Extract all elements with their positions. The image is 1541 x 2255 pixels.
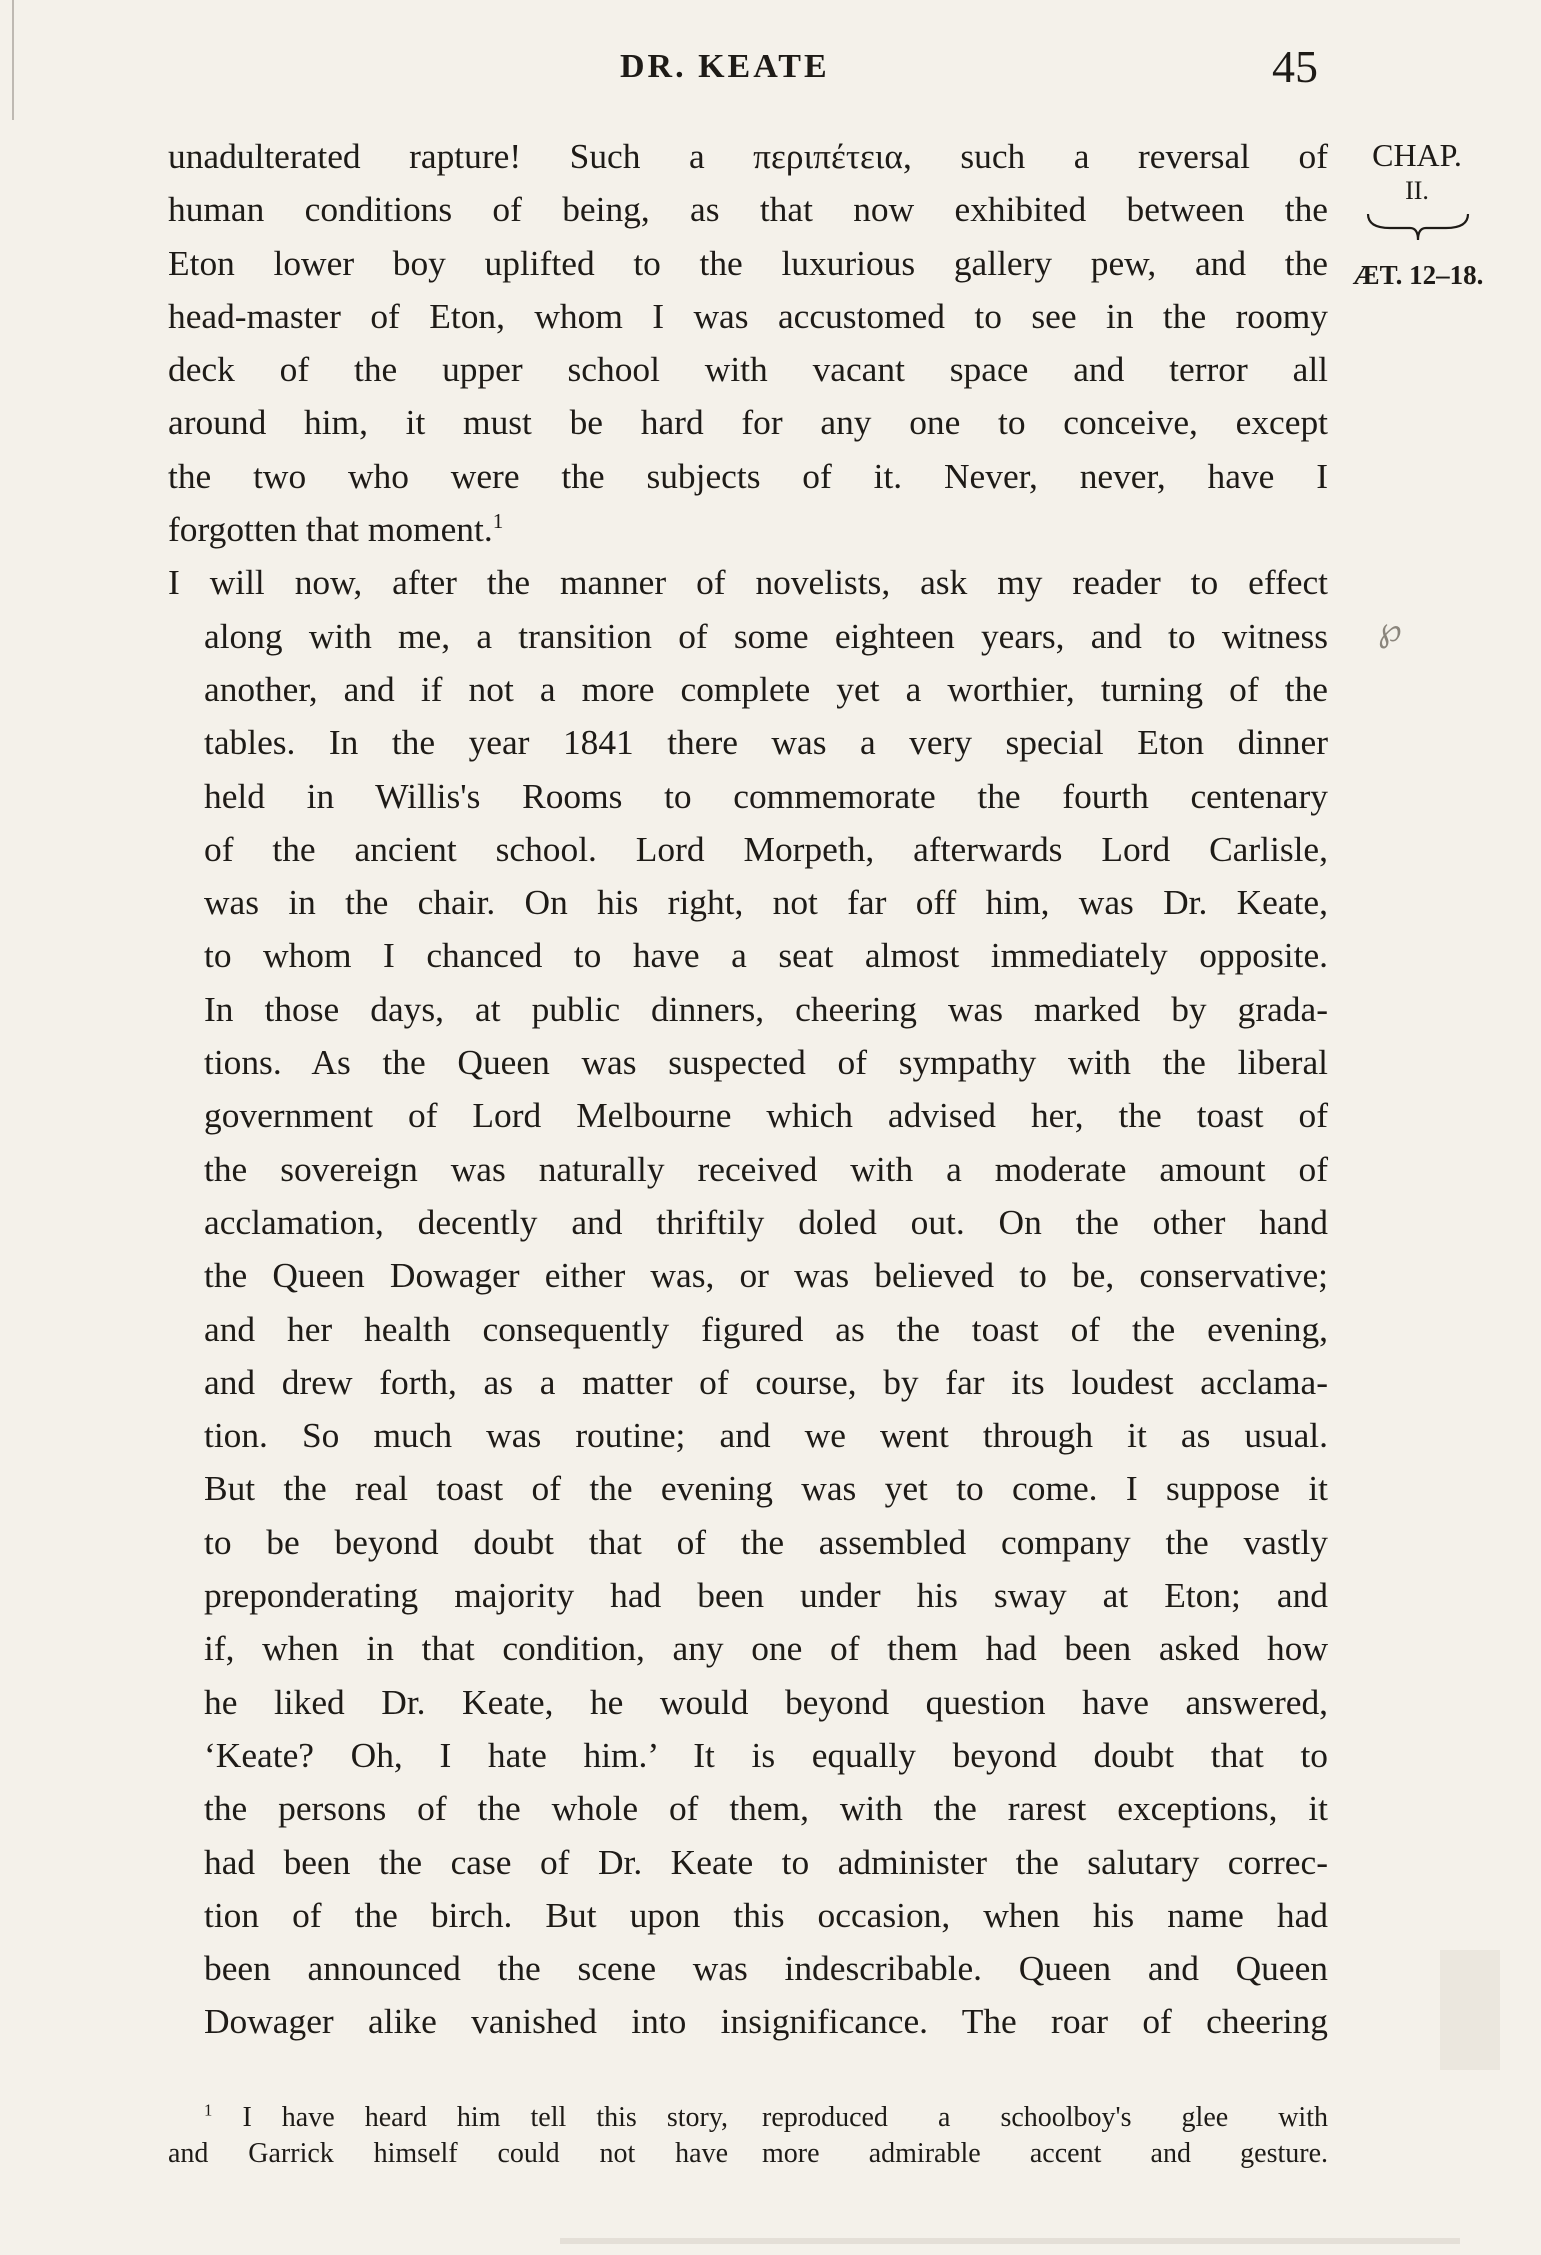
scan-speckle (560, 2238, 1460, 2244)
footnote-marker: 1 (204, 2100, 213, 2120)
margin-chapter-number: II. (1405, 176, 1429, 205)
text-line: held in Willis's Rooms to commemorate the fourth centenary (204, 775, 1328, 816)
text-line: deck of the upper school with vacant space and terror all (168, 349, 1328, 390)
text-line: But the real toast of the evening was yet to come. I suppose it (204, 1468, 1328, 1509)
text-line: to be beyond doubt that of the assembled company the vastly (204, 1521, 1328, 1562)
text-line: I will now, after the manner of novelists, ask my reader to effect (168, 562, 1328, 603)
text-line: unadulterated rapture! Such a περιπέτεια, such a reversal of (168, 136, 1328, 176)
page-number: 45 (1272, 41, 1318, 92)
text-line: human conditions of being, as that now exhibited between the (168, 189, 1328, 230)
margin-brace-icon (1366, 212, 1470, 242)
margin-chapter-label: CHAP. (1372, 137, 1462, 173)
body-text (168, 130, 1328, 2049)
text-line: the sovereign was naturally received with a moderate amount of (204, 1148, 1328, 1189)
text-line: government of Lord Melbourne which advised her, the toast of (204, 1095, 1328, 1136)
footnote-left-column (168, 2100, 728, 2172)
text-line: Eton lower boy uplifted to the luxurious gallery pew, and the (168, 242, 1328, 283)
text-line: of the ancient school. Lord Morpeth, afterwards Lord Carlisle, (204, 828, 1328, 869)
text-line: if, when in that condition, any one of them had been asked how (204, 1628, 1328, 1669)
text-line: head-master of Eton, whom I was accustomed to see in the roomy (168, 295, 1328, 336)
footnote-line: reproduced a schoolboy's glee with (762, 2102, 1328, 2133)
text-line: ‘Keate? Oh, I hate him.’ It is equally beyond doubt that to (204, 1734, 1328, 1775)
text-line: the two who were the subjects of it. Never, never, have I (168, 455, 1328, 496)
footnote-right-column (762, 2100, 1328, 2172)
text-line: along with me, a transition of some eighteen years, and to witness (204, 615, 1328, 656)
text-line: preponderating majority had been under his sway at Eton; and (204, 1575, 1328, 1616)
scan-speckle (12, 0, 14, 120)
text-line: tion. So much was routine; and we went through it as usual. (204, 1415, 1328, 1456)
text-line (168, 503, 1328, 556)
text-line: tion of the birch. But upon this occasion, when his name had (204, 1894, 1328, 1935)
running-title: DR. KEATE (620, 48, 830, 85)
text-line: Dowager alike vanished into insignificance. The roar of cheering (204, 2001, 1328, 2042)
scan-speckle (1440, 1950, 1500, 2070)
paragraph-2 (168, 556, 1328, 2048)
margin-age-note: ÆT. 12–18. (1352, 260, 1484, 290)
text-line: another, and if not a more complete yet a worthier, turning of the (204, 668, 1328, 709)
text-line: had been the case of Dr. Keate to administer the salutary correc- (204, 1841, 1328, 1882)
text-line: was in the chair. On his right, not far off him, was Dr. Keate, (204, 882, 1328, 923)
text-line: and her health consequently figured as the toast of the evening, (204, 1308, 1328, 1349)
text-line: been announced the scene was indescribable. Queen and Queen (204, 1948, 1328, 1989)
paragraph-1 (168, 130, 1328, 556)
text-line: and drew forth, as a matter of course, by far its loudest acclama- (204, 1361, 1328, 1402)
text-line: tables. In the year 1841 there was a very special Eton dinner (204, 722, 1328, 763)
text-line: he liked Dr. Keate, he would beyond question have answered, (204, 1681, 1328, 1722)
footnote-line (168, 2100, 728, 2136)
text-line: around him, it must be hard for any one to conceive, except (168, 402, 1328, 443)
footnote-line-text: I have heard him tell this story, (242, 2102, 728, 2133)
footnote-reference: 1 (492, 509, 504, 534)
text-line: acclamation, decently and thriftily doled out. On the other hand (204, 1201, 1328, 1242)
text-line: the persons of the whole of them, with the rarest exceptions, it (204, 1788, 1328, 1829)
text-line: In those days, at public dinners, cheering was marked by grada- (204, 988, 1328, 1029)
footnote-line: and Garrick himself could not have (168, 2138, 728, 2169)
text-line-content: forgotten that moment. (168, 509, 493, 550)
text-line: the Queen Dowager either was, or was believed to be, conservative; (204, 1255, 1328, 1296)
margin-pencil-mark-icon: ℘ (1378, 612, 1402, 649)
text-line: tions. As the Queen was suspected of sympathy with the liberal (204, 1042, 1328, 1083)
text-line: to whom I chanced to have a seat almost immediately opposite. (204, 935, 1328, 976)
footnote-line: more admirable accent and gesture. (762, 2138, 1328, 2169)
